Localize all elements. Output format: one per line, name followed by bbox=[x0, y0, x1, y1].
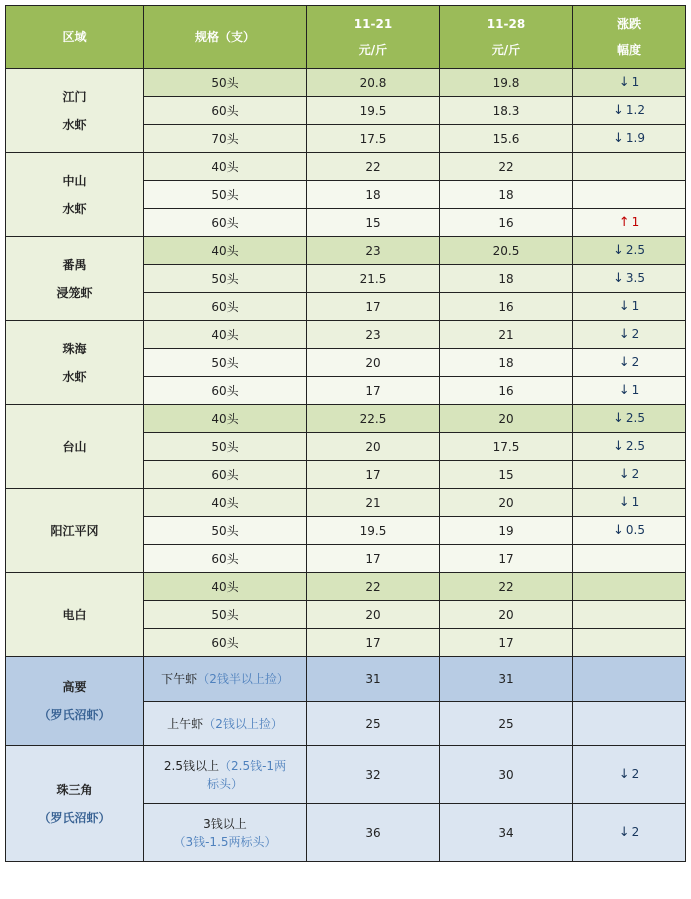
price-date2: 15 bbox=[440, 461, 573, 489]
unit-label: 元/斤 bbox=[358, 43, 388, 57]
change-value: 1 bbox=[631, 382, 640, 397]
arrow-down-icon: ↓ bbox=[618, 354, 630, 370]
spec-note: （2.5钱-1两标头） bbox=[206, 758, 287, 791]
price-date2: 18.3 bbox=[440, 97, 573, 125]
arrow-down-icon: ↓ bbox=[613, 522, 624, 538]
region-cell bbox=[6, 746, 144, 862]
arrow-down-icon: ↓ bbox=[613, 270, 624, 286]
spec-cell: 50头 bbox=[144, 265, 307, 293]
price-date2: 15.6 bbox=[440, 125, 573, 153]
price-date2: 20 bbox=[440, 601, 573, 629]
price-date1: 20.8 bbox=[307, 69, 440, 97]
change-value: 2 bbox=[631, 824, 640, 839]
change-value: 1 bbox=[631, 494, 640, 509]
arrow-down-icon: ↓ bbox=[618, 382, 630, 398]
arrow-up-icon: ↑ bbox=[618, 214, 630, 230]
header-region: 区域 bbox=[6, 6, 144, 69]
price-date1: 22 bbox=[307, 573, 440, 601]
price-date1: 21.5 bbox=[307, 265, 440, 293]
region-cell bbox=[6, 237, 144, 321]
arrow-down-icon: ↓ bbox=[613, 410, 624, 426]
unit-label: 元/斤 bbox=[491, 43, 521, 57]
region-cell bbox=[6, 573, 144, 657]
spec-cell: 50头 bbox=[144, 517, 307, 545]
region-name: 江门 bbox=[62, 89, 87, 104]
region-type: 水虾 bbox=[62, 117, 87, 132]
spec-name: 下午虾 bbox=[161, 672, 198, 686]
change-value: 1.9 bbox=[625, 130, 645, 145]
change-cell bbox=[573, 181, 686, 209]
change-value: 2.5 bbox=[625, 242, 645, 257]
header-date1 bbox=[307, 6, 440, 69]
region-type: 水虾 bbox=[62, 369, 87, 384]
change-cell bbox=[573, 349, 686, 377]
price-date2: 18 bbox=[440, 349, 573, 377]
price-date2: 16 bbox=[440, 377, 573, 405]
region-name: 珠三角 bbox=[56, 782, 93, 797]
header-spec: 规格（支） bbox=[144, 6, 307, 69]
table-row bbox=[6, 746, 686, 804]
price-date2: 31 bbox=[440, 657, 573, 702]
spec-cell: 50头 bbox=[144, 181, 307, 209]
table-row bbox=[6, 237, 686, 265]
spec-name: 3钱以上 bbox=[203, 816, 247, 831]
spec-cell: 70头 bbox=[144, 125, 307, 153]
price-date2: 22 bbox=[440, 153, 573, 181]
change-value: 3.5 bbox=[625, 270, 645, 285]
price-date2: 18 bbox=[440, 181, 573, 209]
region-type: 浸笼虾 bbox=[56, 285, 93, 300]
change-cell bbox=[573, 321, 686, 349]
spec-cell: 50头 bbox=[144, 349, 307, 377]
price-date1: 21 bbox=[307, 489, 440, 517]
arrow-down-icon: ↓ bbox=[618, 766, 630, 782]
change-value: 1 bbox=[631, 214, 640, 229]
region-cell bbox=[6, 69, 144, 153]
arrow-down-icon: ↓ bbox=[618, 326, 630, 342]
change-cell bbox=[573, 517, 686, 545]
table-row bbox=[6, 153, 686, 181]
spec-cell: 40头 bbox=[144, 237, 307, 265]
change-cell bbox=[573, 125, 686, 153]
change-value: 2 bbox=[631, 766, 640, 781]
spec-cell: 40头 bbox=[144, 405, 307, 433]
price-date1: 31 bbox=[307, 657, 440, 702]
price-date2: 20 bbox=[440, 405, 573, 433]
price-date2: 20.5 bbox=[440, 237, 573, 265]
table-row bbox=[6, 405, 686, 433]
change-cell bbox=[573, 702, 686, 746]
spec-cell: 60头 bbox=[144, 293, 307, 321]
region-name: 珠海 bbox=[62, 341, 87, 356]
region-cell bbox=[6, 153, 144, 237]
spec-cell: 60头 bbox=[144, 377, 307, 405]
spec-cell: 40头 bbox=[144, 489, 307, 517]
price-date1: 20 bbox=[307, 349, 440, 377]
change-cell bbox=[573, 657, 686, 702]
spec-name: 2.5钱以上 bbox=[163, 758, 220, 773]
region-name: 番禺 bbox=[62, 257, 87, 272]
date1-label: 11-21 bbox=[353, 17, 393, 31]
change-cell bbox=[573, 804, 686, 862]
header-change bbox=[573, 6, 686, 69]
arrow-down-icon: ↓ bbox=[613, 130, 624, 146]
change-cell bbox=[573, 461, 686, 489]
price-date2: 17 bbox=[440, 629, 573, 657]
table-row bbox=[6, 69, 686, 97]
spec-cell bbox=[144, 804, 307, 862]
change-cell bbox=[573, 489, 686, 517]
price-date1: 23 bbox=[307, 237, 440, 265]
change-value: 2.5 bbox=[625, 410, 645, 425]
region-type: （罗氏沼虾） bbox=[38, 708, 111, 722]
spec-cell: 60头 bbox=[144, 461, 307, 489]
change-cell bbox=[573, 573, 686, 601]
change-value: 2 bbox=[631, 326, 640, 341]
change-cell bbox=[573, 377, 686, 405]
price-date1: 36 bbox=[307, 804, 440, 862]
change-cell bbox=[573, 545, 686, 573]
price-date2: 22 bbox=[440, 573, 573, 601]
date2-label: 11-28 bbox=[486, 17, 526, 31]
change-cell bbox=[573, 405, 686, 433]
spec-note: （2钱以上捡） bbox=[203, 716, 283, 731]
change-value: 2 bbox=[631, 354, 640, 369]
change-cell bbox=[573, 153, 686, 181]
price-date1: 18 bbox=[307, 181, 440, 209]
price-date1: 20 bbox=[307, 601, 440, 629]
spec-cell: 60头 bbox=[144, 97, 307, 125]
price-date2: 34 bbox=[440, 804, 573, 862]
price-table bbox=[5, 5, 686, 862]
price-date2: 16 bbox=[440, 209, 573, 237]
price-date2: 17.5 bbox=[440, 433, 573, 461]
price-date2: 19 bbox=[440, 517, 573, 545]
table-row bbox=[6, 657, 686, 702]
change-value: 2 bbox=[631, 466, 640, 481]
arrow-down-icon: ↓ bbox=[618, 298, 630, 314]
region-type: 水虾 bbox=[62, 201, 87, 216]
region-type: （罗氏沼虾） bbox=[38, 810, 111, 825]
price-date2: 17 bbox=[440, 545, 573, 573]
price-date1: 17.5 bbox=[307, 125, 440, 153]
price-date1: 17 bbox=[307, 461, 440, 489]
spec-cell bbox=[144, 702, 307, 746]
arrow-down-icon: ↓ bbox=[618, 466, 630, 482]
spec-cell bbox=[144, 746, 307, 804]
change-value: 1 bbox=[631, 298, 640, 313]
arrow-down-icon: ↓ bbox=[613, 438, 624, 454]
price-date2: 19.8 bbox=[440, 69, 573, 97]
change-cell bbox=[573, 265, 686, 293]
region-cell bbox=[6, 489, 144, 573]
spec-cell: 60头 bbox=[144, 629, 307, 657]
price-date1: 32 bbox=[307, 746, 440, 804]
spec-cell: 50头 bbox=[144, 433, 307, 461]
price-date2: 20 bbox=[440, 489, 573, 517]
spec-cell: 40头 bbox=[144, 153, 307, 181]
change-cell bbox=[573, 433, 686, 461]
price-date1: 17 bbox=[307, 293, 440, 321]
region-name: 高要 bbox=[62, 680, 87, 694]
price-date2: 30 bbox=[440, 746, 573, 804]
price-date2: 18 bbox=[440, 265, 573, 293]
region-cell bbox=[6, 657, 144, 746]
change-cell bbox=[573, 237, 686, 265]
arrow-down-icon: ↓ bbox=[613, 102, 624, 118]
price-date2: 21 bbox=[440, 321, 573, 349]
price-date1: 15 bbox=[307, 209, 440, 237]
change-label: 幅度 bbox=[616, 43, 641, 57]
spec-note: （2钱半以上捡） bbox=[197, 672, 289, 686]
change-label: 涨跌 bbox=[616, 17, 641, 31]
price-date1: 17 bbox=[307, 377, 440, 405]
spec-name: 上午虾 bbox=[167, 716, 204, 731]
change-cell bbox=[573, 746, 686, 804]
price-date1: 19.5 bbox=[307, 517, 440, 545]
change-cell bbox=[573, 601, 686, 629]
header-row bbox=[6, 6, 686, 69]
price-date1: 23 bbox=[307, 321, 440, 349]
spec-cell: 50头 bbox=[144, 601, 307, 629]
price-date1: 17 bbox=[307, 629, 440, 657]
price-date1: 25 bbox=[307, 702, 440, 746]
region-name: 中山 bbox=[62, 173, 87, 188]
arrow-down-icon: ↓ bbox=[613, 242, 624, 258]
change-cell bbox=[573, 293, 686, 321]
table-row bbox=[6, 573, 686, 601]
region-cell bbox=[6, 321, 144, 405]
table-row bbox=[6, 321, 686, 349]
change-value: 2.5 bbox=[625, 438, 645, 453]
table-row bbox=[6, 489, 686, 517]
price-date2: 25 bbox=[440, 702, 573, 746]
change-cell bbox=[573, 629, 686, 657]
change-value: 0.5 bbox=[625, 522, 645, 537]
spec-cell bbox=[144, 657, 307, 702]
spec-cell: 60头 bbox=[144, 209, 307, 237]
region-name: 台山 bbox=[62, 439, 87, 454]
header-date2 bbox=[440, 6, 573, 69]
change-cell bbox=[573, 97, 686, 125]
region-name: 阳江平冈 bbox=[50, 523, 99, 538]
price-date1: 22 bbox=[307, 153, 440, 181]
region-name: 电白 bbox=[62, 607, 87, 622]
spec-cell: 50头 bbox=[144, 69, 307, 97]
spec-cell: 40头 bbox=[144, 321, 307, 349]
change-cell bbox=[573, 209, 686, 237]
change-value: 1.2 bbox=[625, 102, 645, 117]
change-value: 1 bbox=[631, 74, 640, 89]
price-date1: 17 bbox=[307, 545, 440, 573]
price-date1: 19.5 bbox=[307, 97, 440, 125]
table-body bbox=[6, 69, 686, 862]
price-date1: 20 bbox=[307, 433, 440, 461]
region-cell bbox=[6, 405, 144, 489]
spec-note: （3钱-1.5两标头） bbox=[173, 834, 277, 849]
change-cell bbox=[573, 69, 686, 97]
spec-cell: 60头 bbox=[144, 545, 307, 573]
spec-cell: 40头 bbox=[144, 573, 307, 601]
price-date2: 16 bbox=[440, 293, 573, 321]
arrow-down-icon: ↓ bbox=[618, 494, 630, 510]
price-date1: 22.5 bbox=[307, 405, 440, 433]
arrow-down-icon: ↓ bbox=[618, 824, 630, 840]
arrow-down-icon: ↓ bbox=[618, 74, 630, 90]
